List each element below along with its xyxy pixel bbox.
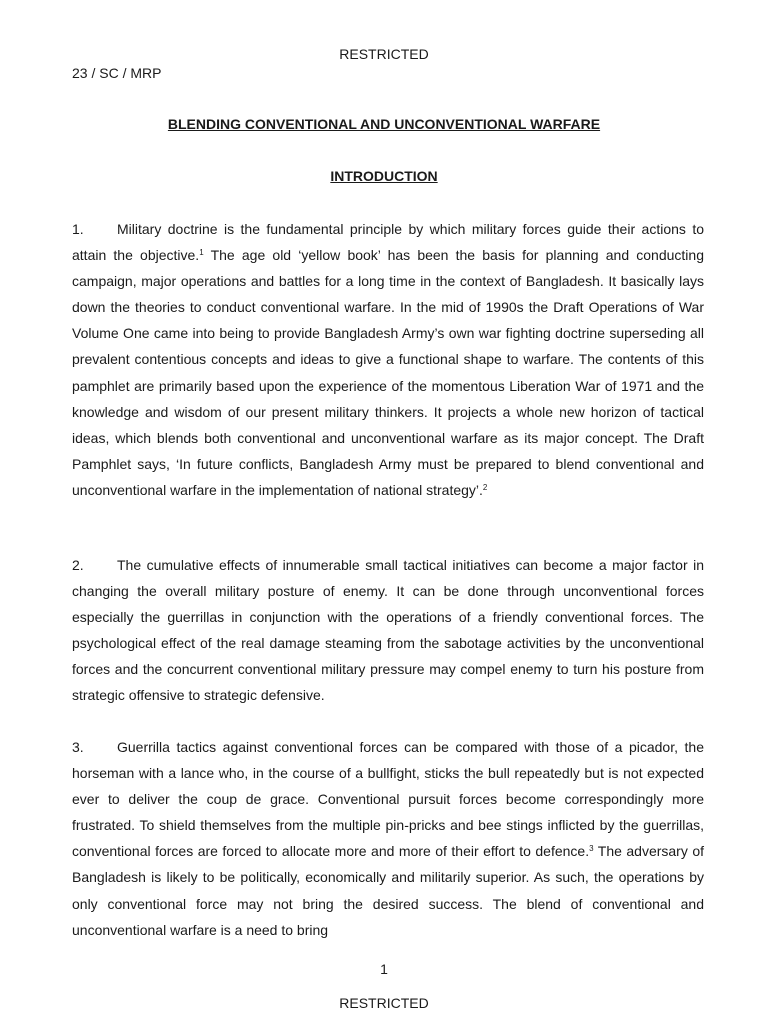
paragraph-number: 2. (72, 557, 84, 573)
classification-header: RESTRICTED (339, 46, 429, 62)
paragraph-text: Military doctrine is the fundamental principle by which military forces guide their actions to attain the objective. (72, 221, 704, 264)
paragraph-number: 1. (72, 221, 84, 237)
paragraph-3 (72, 734, 704, 943)
paragraph-text: The adversary of Bangladesh is likely to be politically, economically and militarily superior. As such, the operations by only conventional force may not bring the desired success. The blend of conventional and unconventional warfare is a need to bring (72, 843, 704, 938)
paragraph-1 (72, 216, 704, 503)
document-title: BLENDING CONVENTIONAL AND UNCONVENTIONAL WARFARE (167, 116, 601, 132)
paragraph-2 (72, 552, 704, 709)
paragraph-text: Guerrilla tactics against conventional forces can be compared with those of a picador, the horseman with a lance who, in the course of a bullfight, sticks the bull repeatedly but is not expected ever to deliver the coup de grace. Conventional pursuit forces become correspondingly more frustrated. To shield themselves from the multiple pin-pricks and bee stings inflicted by the guerrillas, conventional forces are forced to allocate more and more of their effort to defence. (72, 739, 704, 860)
classification-footer: RESTRICTED (339, 995, 429, 1011)
paragraph-text: The cumulative effects of innumerable small tactical initiatives can become a major factor in changing the overall military posture of enemy. It can be done through unconventional forces especially the guerrillas in conjunction with the operations of a friendly conventional forces. The psychological effect of the real damage steaming from the sabotage activities by the unconventional forces and the concurrent conventional military pressure may compel enemy to turn his posture from strategic offensive to strategic defensive. (72, 557, 704, 704)
section-heading: INTRODUCTION (330, 168, 438, 184)
page-number: 1 (380, 961, 388, 977)
footnote-marker[interactable]: 1 (199, 248, 204, 258)
footnote-marker[interactable]: 2 (482, 482, 488, 492)
footnote-marker[interactable]: 3 (589, 844, 594, 854)
paragraph-number: 3. (72, 739, 84, 755)
document-reference: 23 / SC / MRP (72, 65, 162, 81)
paragraph-text: The age old ‘yellow book’ has been the basis for planning and conducting campaign, major operations and battles for a long time in the context of Bangladesh. It basically lays down the theories to conduct conventional warfare. In the mid of 1990s the Draft Operations of War Volume One came into being to provide Bangladesh Army’s own war fighting doctrine superseding all prevalent contentious concepts and ideas to give a functional shape to warfare. The contents of this pamphlet are primarily based upon the experience of the momentous Liberation War of 1971 and the knowledge and wisdom of our present military thinkers. It projects a whole new horizon of tactical ideas, which blends both conventional and unconventional warfare as its major concept. The Draft Pamphlet says, ‘In future conflicts, Bangladesh Army must be prepared to blend conventional and unconventional warfare in the implementation of national strategy’. (72, 247, 704, 498)
